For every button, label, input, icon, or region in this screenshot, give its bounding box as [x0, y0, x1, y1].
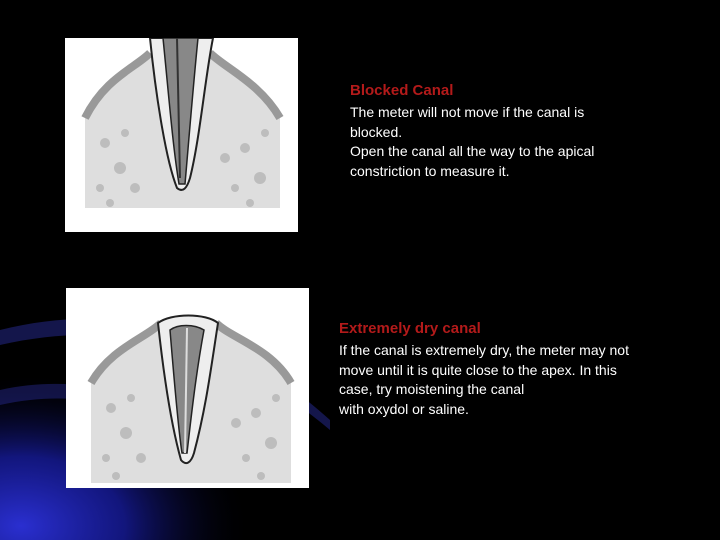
blocked-canal-section [350, 82, 650, 181]
blocked-canal-heading: Blocked Canal [350, 82, 454, 99]
dry-canal-line: If the canal is extremely dry, the meter may not [339, 342, 629, 358]
blocked-canal-line: blocked. [350, 123, 403, 140]
dry-canal-line: case, try moistening the canal [339, 381, 525, 397]
dry-canal-heading: Extremely dry canal [339, 320, 481, 337]
blocked-canal-line: The meter will not move if the canal is [350, 104, 585, 120]
dry-canal-line: with oxydol or saline. [339, 400, 469, 417]
dry-canal-section [339, 320, 684, 419]
blocked-canal-tooth-image [65, 38, 298, 232]
dry-canal-tooth-image [66, 288, 309, 488]
dry-canal-line: move until it is quite close to the apex. In this [339, 361, 617, 378]
blocked-canal-line: Open the canal all the way to the apical [350, 143, 595, 159]
blocked-canal-line: constriction to measure it. [350, 162, 510, 179]
